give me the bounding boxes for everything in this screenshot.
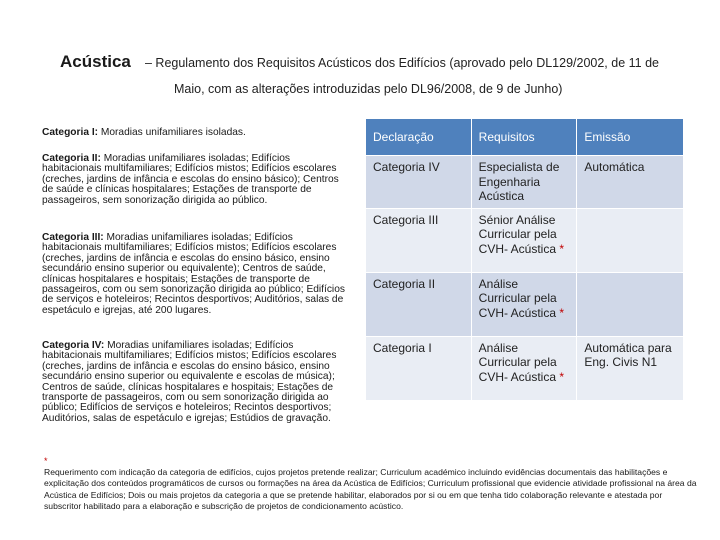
cell-requisitos: Especialista de Engenharia Acústica	[471, 156, 577, 209]
table-row	[366, 156, 684, 209]
category-2-description	[42, 154, 352, 206]
cell-emissao: Automática para Eng. Civis N1	[577, 336, 684, 400]
table-row	[366, 272, 684, 336]
asterisk-marker: *	[559, 241, 565, 256]
cell-requisitos: Análise Curricular pela CVH- Acústica *	[471, 272, 577, 336]
category-3-description	[42, 233, 352, 316]
category-2-text: Moradias unifamiliares isoladas; Edifícios habitacionais multifamiliares; Edifícios mistos; Edifícios escolares (creches, jardins de infância e escolas do ensino básico); Centros de saúde e clínicas hospitalares; Estações de transporte de passageiros, sem sonorização dirigida ao público.	[42, 153, 339, 206]
category-3-label: Categoria III:	[42, 232, 104, 243]
cell-emissao: Automática	[577, 156, 684, 209]
cell-declaracao: Categoria II	[366, 272, 472, 336]
page-title: Acústica	[60, 52, 131, 71]
cell-declaracao: Categoria III	[366, 208, 472, 272]
category-1-text: Moradias unifamiliares isoladas.	[98, 127, 246, 138]
asterisk-marker: *	[559, 369, 565, 384]
regulation-subtitle-line1: – Regulamento dos Requisitos Acústicos dos Edifícios (aprovado pelo DL129/2002, de 11 de	[145, 56, 659, 70]
cell-requisitos: Sénior Análise Curricular pela CVH- Acústica *	[471, 208, 577, 272]
category-3-text: Moradias unifamiliares isoladas; Edifícios habitacionais multifamiliares; Edifícios mistos; Edifícios escolares (creches, jardins de infância e escolas do ensino básico, ensino secundário ensino superior ou equivalente); Centros de saúde, clínicas hospitalares e hospitais; Estações de transporte de passageiros, com ou sem sonorização dirigida ao público; Edifícios de serviços e hoteleiros; Recintos desportivos; Auditórios, salas de espetáculo e igrejas, até 200 lugares.	[42, 232, 345, 316]
requirements-table	[365, 118, 684, 401]
footnote-text: Requerimento com indicação da categoria de edifícios, cujos projetos pretende realizar; Curriculum académico incluindo evidências documentais das habilitações e explicitação dos conteúdos programáticos de cursos ou formações na área da Acústica de Edifícios; Curriculum profissional que evidencie atividade profissional na área da Acústica de Edifícios; Dois ou mais projetos da categoria a que se pretende habilitar, elaborados por si ou em que tenha tido colaboração relevante e atestada por subscritor habilitado para a elaboração e subscrição de projetos de condicionamento acústico.	[44, 467, 697, 511]
category-1-label: Categoria I:	[42, 127, 99, 138]
category-4-text: Moradias unifamiliares isoladas; Edifícios habitacionais multifamiliares; Edifícios mistos; Edifícios escolares (creches, jardins de infância e escolas do ensino básico, ensino secundário ensino superior ou equivalente e escolas de música); Centros de saúde, clínicas hospitalares e hospitais; Estações de transporte de passageiros, com ou sem sonorização dirigida ao público; Edifícios de serviços e hoteleiros; Recintos desportivos; Auditórios, salas de espetáculo e igrejas; Estúdios de gravação.	[42, 340, 337, 424]
table-row	[366, 336, 684, 400]
cell-requisitos: Análise Curricular pela CVH- Acústica *	[471, 336, 577, 400]
footnote-marker: *	[44, 456, 48, 466]
cell-declaracao: Categoria I	[366, 336, 472, 400]
table-row	[366, 208, 684, 272]
asterisk-marker: *	[559, 305, 565, 320]
header-requisitos: Requisitos	[471, 119, 577, 156]
header-declaracao: Declaração	[366, 119, 472, 156]
regulation-subtitle-line2: Maio, com as alterações introduzidas pelo DL96/2008, de 9 de Junho)	[174, 82, 563, 96]
footnote	[44, 456, 699, 512]
table-header-row	[366, 119, 684, 156]
category-4-description	[42, 341, 352, 424]
cell-emissao	[577, 208, 684, 272]
category-2-label: Categoria II:	[42, 153, 101, 164]
header-emissao: Emissão	[577, 119, 684, 156]
cell-emissao	[577, 272, 684, 336]
category-1-description	[42, 128, 352, 138]
cell-declaracao: Categoria IV	[366, 156, 472, 209]
category-4-label: Categoria IV:	[42, 340, 105, 351]
